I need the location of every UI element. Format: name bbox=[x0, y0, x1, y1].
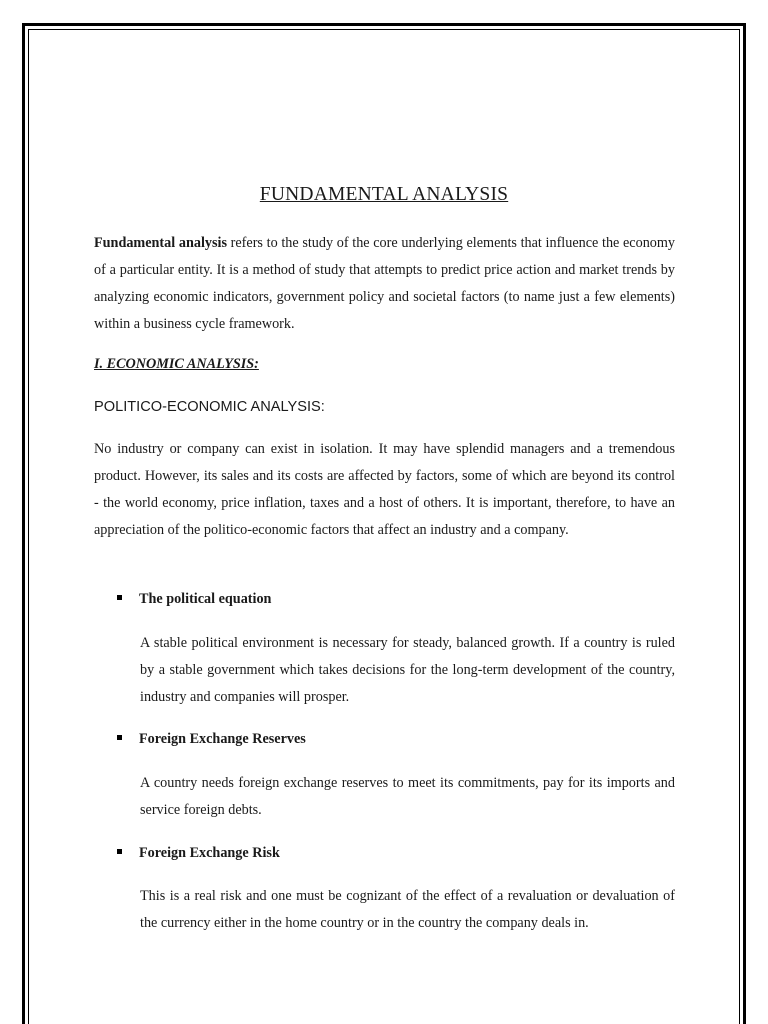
intro-paragraph bbox=[94, 230, 675, 338]
bullet-square-icon bbox=[117, 595, 122, 600]
bullet-heading-text: The political equation bbox=[139, 591, 272, 607]
document-title: FUNDAMENTAL ANALYSIS bbox=[259, 184, 509, 205]
bullet-heading-political-equation bbox=[117, 591, 271, 608]
bullet-heading-forex-reserves bbox=[117, 731, 306, 748]
bullet-paragraph-forex-risk: This is a real risk and one must be cognizant of the effect of a revaluation or devaluation of the currency either in the home country or in the country the company deals in. bbox=[140, 888, 675, 931]
bullet-heading-text: Foreign Exchange Reserves bbox=[139, 731, 306, 747]
bullet-heading-text: Foreign Exchange Risk bbox=[139, 845, 280, 861]
bullet-square-icon bbox=[117, 849, 122, 854]
intro-text: refers to the study of the core underlying elements that influence the economy of a particular entity. It is a method of study that attempts to predict price action and market trends by analyzing economic indicators, government policy and societal factors (to name just a few elements) within a business cycle framework. bbox=[94, 235, 676, 332]
bullet-paragraph-political-equation: A stable political environment is necessary for steady, balanced growth. If a country is ruled by a stable government which takes decisions for the long-term development of the country, industry and companies will prosper. bbox=[140, 635, 675, 705]
intro-bold-term: Fundamental analysis bbox=[94, 235, 227, 251]
bullet-paragraph-forex-reserves: A country needs foreign exchange reserves to meet its commitments, pay for its imports and service foreign debts. bbox=[140, 775, 675, 818]
section-heading: I. ECONOMIC ANALYSIS: bbox=[94, 356, 259, 372]
subheading: POLITICO-ECONOMIC ANALYSIS: bbox=[94, 399, 325, 415]
bullet-square-icon bbox=[117, 735, 122, 740]
section-paragraph: No industry or company can exist in isolation. It may have splendid managers and a tremendous product. However, its sales and its costs are affected by factors, some of which are beyond its control - the world economy, price inflation, taxes and a host of others. It is important, therefore, to have an appreciation of the politico-economic factors that affect an industry and a company. bbox=[94, 441, 675, 538]
bullet-heading-forex-risk bbox=[117, 845, 280, 862]
